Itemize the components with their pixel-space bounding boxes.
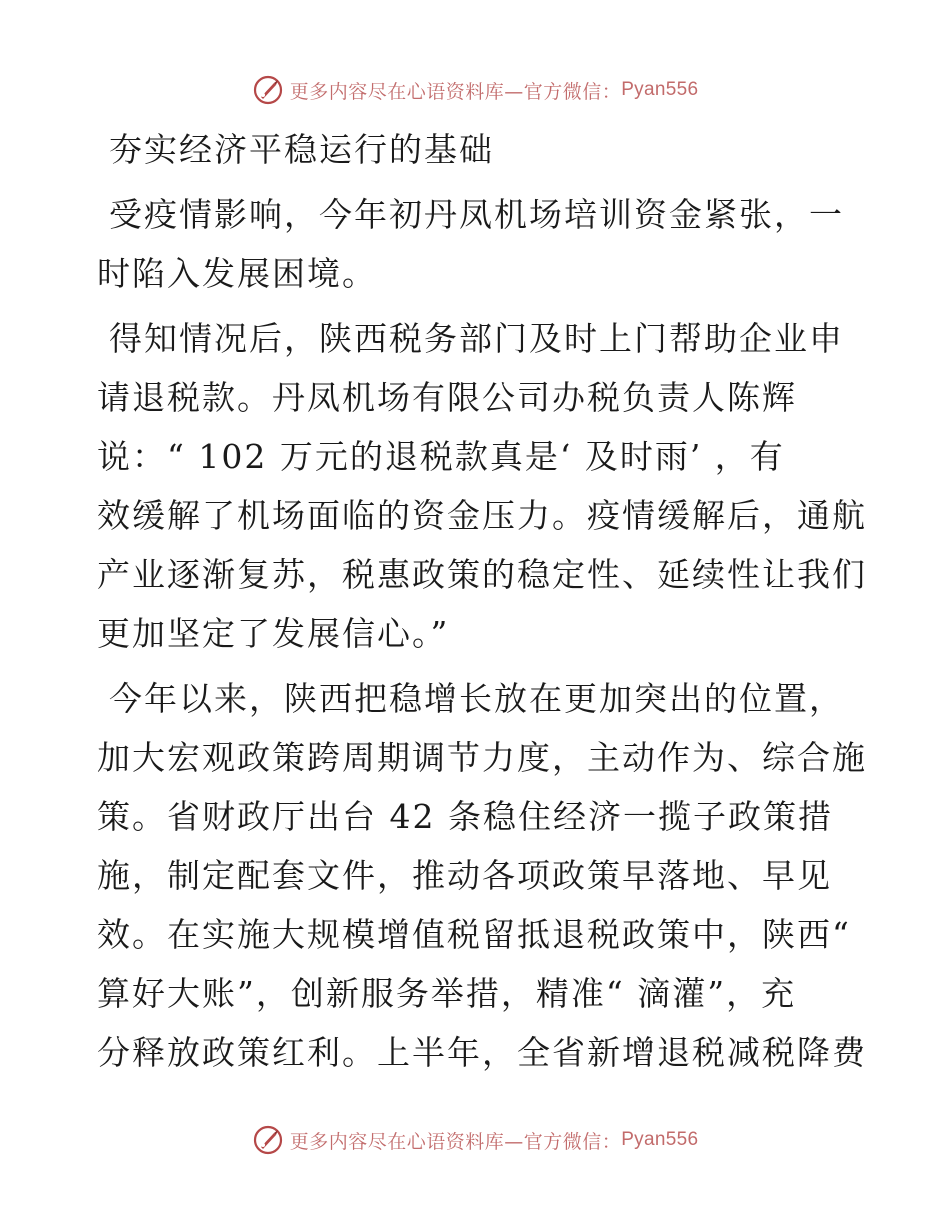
text-line: 受疫情影响，今年初丹凤机场培训资金紧张，一	[109, 195, 844, 234]
text-line: 更加坚定了发展信心。”	[97, 614, 450, 653]
paragraph-1	[97, 185, 857, 303]
text-line: 请退税款。丹凤机场有限公司办税负责人陈辉	[97, 378, 797, 417]
text-line: 分释放政策红利。上半年，全省新增退税减税降费	[97, 1033, 867, 1072]
footer-watermark	[0, 1120, 950, 1160]
paragraph-2	[97, 309, 867, 663]
text-line: 策。省财政厅出台 42 条稳住经济一揽子政策措	[97, 797, 833, 836]
watermark-text: 更多内容尽在心语资料库—官方微信：	[289, 1130, 622, 1153]
text-line: 效。在实施大规模增值税留抵退税政策中，陕西“	[97, 915, 851, 954]
text-line: 时陷入发展困境。	[97, 254, 377, 293]
quill-circle-icon	[252, 74, 284, 106]
text-line: 今年以来，陕西把稳增长放在更加突出的位置，	[109, 679, 844, 718]
watermark-handle: Pyan556	[621, 1129, 699, 1150]
text-line: 说：“ 102 万元的退税款真是‘ 及时雨’ ，有	[97, 437, 785, 476]
document-heading: 夯实经济平稳运行的基础	[109, 130, 494, 169]
header-watermark	[0, 70, 950, 110]
watermark-handle: Pyan556	[621, 79, 699, 100]
quill-circle-icon	[252, 1124, 284, 1156]
paragraph-3	[97, 669, 867, 1082]
text-line: 得知情况后，陕西税务部门及时上门帮助企业申	[109, 319, 844, 358]
text-line: 产业逐渐复苏，税惠政策的稳定性、延续性让我们	[97, 555, 867, 594]
text-line: 加大宏观政策跨周期调节力度，主动作为、综合施	[97, 738, 867, 777]
text-line: 施，制定配套文件，推动各项政策早落地、早见	[97, 856, 832, 895]
document-body	[97, 120, 867, 1082]
watermark-text: 更多内容尽在心语资料库—官方微信：	[289, 80, 622, 103]
text-line: 效缓解了机场面临的资金压力。疫情缓解后，通航	[97, 496, 867, 535]
text-line: 算好大账”，创新服务举措，精准“ 滴灌”，充	[97, 974, 797, 1013]
